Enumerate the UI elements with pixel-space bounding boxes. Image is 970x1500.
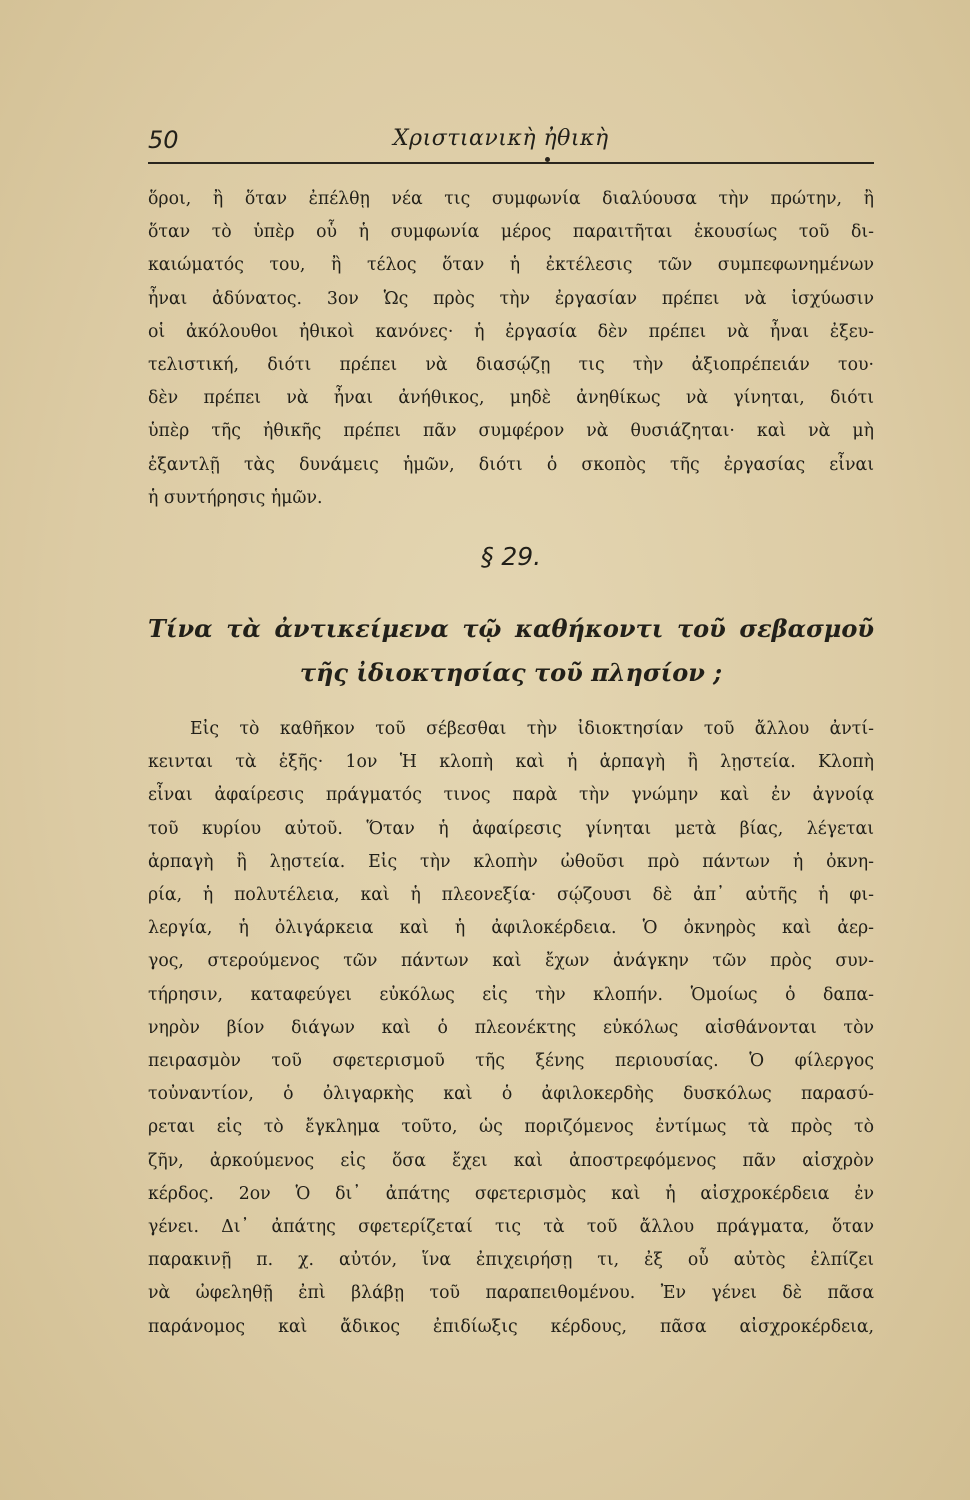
text-line: τήρησιν, καταφεύγει εὐκόλως εἰς τὴν κλοπήν. Ὁμοίως ὁ δαπα- bbox=[148, 984, 874, 1005]
text-line: γένει. Δι᾽ ἀπάτης σφετερίζεταί τις τὰ τοῦ ἄλλου πράγματα, ὅταν bbox=[148, 1217, 874, 1238]
paragraph-body bbox=[148, 713, 874, 1344]
text-line: παράνομος καὶ ἄδικος ἐπιδίωξις κέρδους, πᾶσα αἰσχροκέρδεια, bbox=[148, 1316, 874, 1337]
text-line: γος, στερούμενος τῶν πάντων καὶ ἔχων ἀνάγκην τῶν πρὸς συν- bbox=[148, 951, 874, 972]
running-title: Χριστιανικὴ ἠθικὴ bbox=[393, 126, 609, 151]
header-rule bbox=[148, 162, 874, 164]
text-line: τοῦ κυρίου αὐτοῦ. Ὅταν ἡ ἀφαίρεσις γίνηται μετὰ βίας, λέγεται bbox=[148, 818, 874, 839]
text-line: λεργία, ἡ ὀλιγάρκεια καὶ ἡ ἀφιλοκέρδεια. Ὁ ὀκνηρὸς καὶ ἀερ- bbox=[148, 918, 874, 939]
text-line: νηρὸν βίον διάγων καὶ ὁ πλεονέκτης εὐκόλως αἰσθάνονται τὸν bbox=[148, 1017, 874, 1038]
page-number: 50 bbox=[148, 126, 179, 154]
text-line: καιώματός του, ἢ τέλος ὅταν ἡ ἐκτέλεσις τῶν συμπεφωνημένων bbox=[148, 255, 874, 276]
text-line: ὅταν τὸ ὑπὲρ οὗ ἡ συμφωνία μέρος παραιτῆται ἑκουσίως τοῦ δι- bbox=[148, 222, 874, 243]
header-rule-ornament bbox=[545, 157, 550, 162]
text-line: ὅροι, ἢ ὅταν ἐπέλθῃ νέα τις συμφωνία διαλύουσα τὴν πρώτην, ἢ bbox=[148, 189, 874, 209]
text-line: τοὐναντίον, ὁ ὀλιγαρκὴς καὶ ὁ ἀφιλοκερδὴς δυσκόλως παρασύ- bbox=[148, 1084, 874, 1105]
text-line: Εἰς τὸ καθῆκον τοῦ σέβεσθαι τὴν ἰδιοκτησίαν τοῦ ἄλλου ἀντί- bbox=[190, 719, 874, 739]
page-header bbox=[148, 126, 874, 160]
section-title-line: Τίνα τὰ ἀντικείμενα τῷ καθήκοντι τοῦ σεβασμοῦ bbox=[148, 614, 874, 643]
section-number: § 29. bbox=[480, 542, 542, 571]
text-line: κεινται τὰ ἑξῆς· 1ον Ἡ κλοπὴ καὶ ἡ ἁρπαγὴ ἢ λῃστεία. Κλοπὴ bbox=[148, 752, 874, 773]
text-line: ὑπὲρ τῆς ἠθικῆς πρέπει πᾶν συμφέρον νὰ θυσιάζηται· καὶ νὰ μὴ bbox=[148, 421, 874, 442]
text-line: ἐξαντλῇ τὰς δυνάμεις ἡμῶν, διότι ὁ σκοπὸς τῆς ἐργασίας εἶναι bbox=[148, 454, 874, 475]
section-title bbox=[148, 607, 874, 695]
text-line: κέρδος. 2ον Ὁ δι᾽ ἀπάτης σφετερισμὸς καὶ ἡ αἰσχροκέρδεια ἐν bbox=[148, 1183, 874, 1204]
paragraph-continued bbox=[148, 183, 874, 515]
text-line: δὲν πρέπει νὰ ἦναι ἀνήθικος, μηδὲ ἀνηθίκως νὰ γίνηται, διότι bbox=[148, 388, 874, 409]
text-line: ἁρπαγὴ ἢ λῃστεία. Εἰς τὴν κλοπὴν ὠθοῦσι πρὸ πάντων ἡ ὀκνη- bbox=[148, 851, 874, 872]
text-line: πειρασμὸν τοῦ σφετερισμοῦ τῆς ξένης περιουσίας. Ὁ φίλεργος bbox=[148, 1051, 874, 1072]
text-line: εἶναι ἀφαίρεσις πράγματός τινος παρὰ τὴν γνώμην καὶ ἐν ἀγνοίᾳ bbox=[148, 785, 874, 806]
text-line: ρεται εἰς τὸ ἔγκλημα τοῦτο, ὡς ποριζόμενος ἐντίμως τὰ πρὸς τὸ bbox=[148, 1117, 874, 1138]
text-line: ἦναι ἀδύνατος. 3ον Ὡς πρὸς τὴν ἐργασίαν πρέπει νὰ ἰσχύωσιν bbox=[148, 288, 874, 309]
text-line: νὰ ὠφεληθῇ ἐπὶ βλάβῃ τοῦ παραπειθομένου. Ἐν γένει δὲ πᾶσα bbox=[148, 1283, 874, 1304]
text-line: ρία, ἡ πολυτέλεια, καὶ ἡ πλεονεξία· σῴζουσι δὲ ἀπ᾽ αὐτῆς ἡ φι- bbox=[148, 885, 874, 906]
text-line: παρακινῇ π. χ. αὐτόν, ἵνα ἐπιχειρήσῃ τι, ἐξ οὗ αὐτὸς ἐλπίζει bbox=[148, 1250, 874, 1271]
text-line: ἡ συντήρησις ἡμῶν. bbox=[148, 487, 323, 508]
text-line: τελιστική, διότι πρέπει νὰ διασῴζῃ τις τὴν ἀξιοπρέπειάν του· bbox=[148, 355, 874, 376]
section-title-line: τῆς ἰδιοκτησίας τοῦ πλησίον ; bbox=[299, 658, 723, 687]
text-line: ζῆν, ἀρκούμενος εἰς ὅσα ἔχει καὶ ἀποστρεφόμενος πᾶν αἰσχρὸν bbox=[148, 1150, 874, 1171]
text-line: οἱ ἀκόλουθοι ἠθικοὶ κανόνες· ἡ ἐργασία δὲν πρέπει νὰ ἦναι ἐξευ- bbox=[148, 321, 874, 342]
